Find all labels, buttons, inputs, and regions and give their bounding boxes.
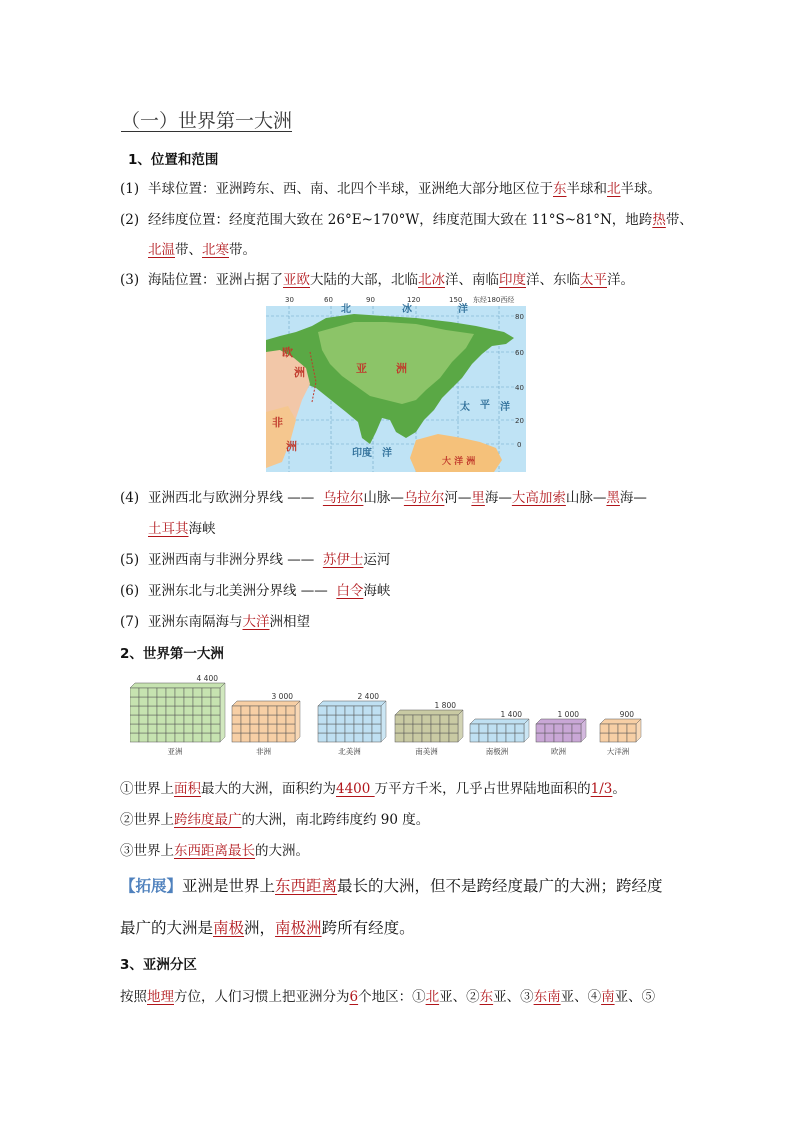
- item-eu-boundary-cont: 土耳其海峡: [148, 521, 216, 537]
- map-label-pac2: 平: [480, 400, 490, 411]
- item-eu-boundary: (4) 亚洲西北与欧洲分界线 —— 乌拉尔山脉—乌拉尔河—里海—大高加索山脉—黑海—: [120, 490, 647, 506]
- lat-20: 20: [515, 417, 524, 425]
- fact-east-west: ③世界上东西距离最长的大洲。: [120, 843, 309, 859]
- map-label-af1: 非: [272, 416, 283, 429]
- chart-bar-4: [470, 719, 529, 742]
- continent-area-chart: [130, 672, 650, 762]
- chart-category-label-3: 南美洲: [415, 747, 438, 756]
- chart-category-label-2: 北美洲: [338, 747, 361, 756]
- fact-area: ①世界上面积最大的大洲，面积约为4400 万平方千米，几乎占世界陆地面积的1/3。: [120, 781, 626, 797]
- chart-bar-3: [395, 710, 463, 742]
- lon-30: 30: [285, 296, 294, 304]
- lat-80: 80: [515, 313, 524, 321]
- heading-largest: 2、世界第一大洲: [120, 646, 224, 662]
- map-label-indian: 印度: [352, 448, 372, 459]
- chart-bar-0: [130, 683, 225, 742]
- extension-note-cont: 最广的大洲是南极洲，南极洲跨所有经度。: [120, 919, 415, 937]
- asia-map: [266, 292, 526, 472]
- chart-category-label-5: 欧洲: [551, 747, 566, 756]
- map-label-af2: 洲: [286, 440, 297, 453]
- lon-120: 120: [407, 296, 421, 304]
- map-label-oceania: 大 洋 洲: [442, 457, 476, 467]
- section-title: （一）世界第一大洲: [121, 110, 293, 132]
- map-label-asia1: 亚: [356, 362, 367, 375]
- chart-value-label-3: 1 800: [434, 701, 456, 710]
- extension-note: 【拓展】亚洲是世界上东西距离最长的大洲，但不是跨经度最广的大洲；跨经度: [120, 876, 663, 895]
- chart-value-label-4: 1 400: [500, 710, 522, 719]
- map-label-ice: 冰: [402, 304, 412, 315]
- chart-bar-1: [232, 701, 300, 742]
- map-label-asia2: 洲: [396, 362, 407, 375]
- heading-regions: 3、亚洲分区: [120, 957, 197, 973]
- item-af-boundary: (5) 亚洲西南与非洲分界线 —— 苏伊士运河: [120, 552, 391, 568]
- lon-180: 东经180西经: [473, 296, 515, 304]
- item-na-boundary: (6) 亚洲东北与北美洲分界线 —— 白令海峡: [120, 583, 391, 599]
- chart-value-label-1: 3 000: [271, 692, 293, 701]
- map-label-north: 北: [341, 304, 351, 315]
- fact-latitude: ②世界上跨纬度最广的大洲，南北跨纬度约 90 度。: [120, 812, 430, 828]
- lon-150: 150: [449, 296, 463, 304]
- chart-category-label-4: 南极洲: [485, 747, 509, 756]
- lat-40: 40: [515, 384, 524, 392]
- map-label-pac1: 太: [460, 402, 470, 413]
- chart-category-label-0: 亚洲: [167, 747, 183, 756]
- chart-value-label-0: 4 400: [196, 674, 218, 683]
- chart-bar-6: [600, 719, 641, 742]
- lat-0: 0: [517, 441, 522, 449]
- map-label-eu2: 洲: [294, 366, 305, 379]
- chart-value-label-6: 900: [619, 710, 634, 719]
- lat-60: 60: [515, 349, 524, 357]
- item-hemisphere: (1) 半球位置：亚洲跨东、西、南、北四个半球，亚洲绝大部分地区位于东半球和北半球。: [120, 181, 661, 197]
- item-sea-land: (3) 海陆位置：亚洲占据了亚欧大陆的大部，北临北冰洋、南临印度洋、东临太平洋。: [120, 272, 634, 288]
- lon-90: 90: [366, 296, 375, 304]
- map-label-eu1: 欧: [282, 346, 293, 359]
- map-label-pac3: 洋: [500, 402, 510, 413]
- chart-category-label-1: 非洲: [256, 747, 271, 756]
- map-label-ocean: 洋: [458, 304, 468, 315]
- heading-position: 1、位置和范围: [128, 152, 219, 168]
- lon-60: 60: [324, 296, 333, 304]
- chart-bar-5: [536, 719, 586, 742]
- item-latlon-cont: 北温带、北寒带。: [148, 242, 256, 258]
- item-oceania: (7) 亚洲东南隔海与大洋洲相望: [120, 614, 310, 630]
- chart-value-label-2: 2 400: [357, 692, 379, 701]
- chart-value-label-5: 1 000: [557, 710, 579, 719]
- chart-category-label-6: 大洋洲: [606, 747, 630, 756]
- chart-bar-2: [318, 701, 386, 742]
- item-latlon: (2) 经纬度位置：经度范围大致在 26°E~170°W，纬度范围大致在 11°S~81°N，地跨热带、: [120, 212, 693, 228]
- map-label-indian2: 洋: [382, 448, 392, 459]
- regions-text: 按照地理方位，人们习惯上把亚洲分为6个地区：①北亚、②东亚、③东南亚、④南亚、⑤: [120, 989, 656, 1005]
